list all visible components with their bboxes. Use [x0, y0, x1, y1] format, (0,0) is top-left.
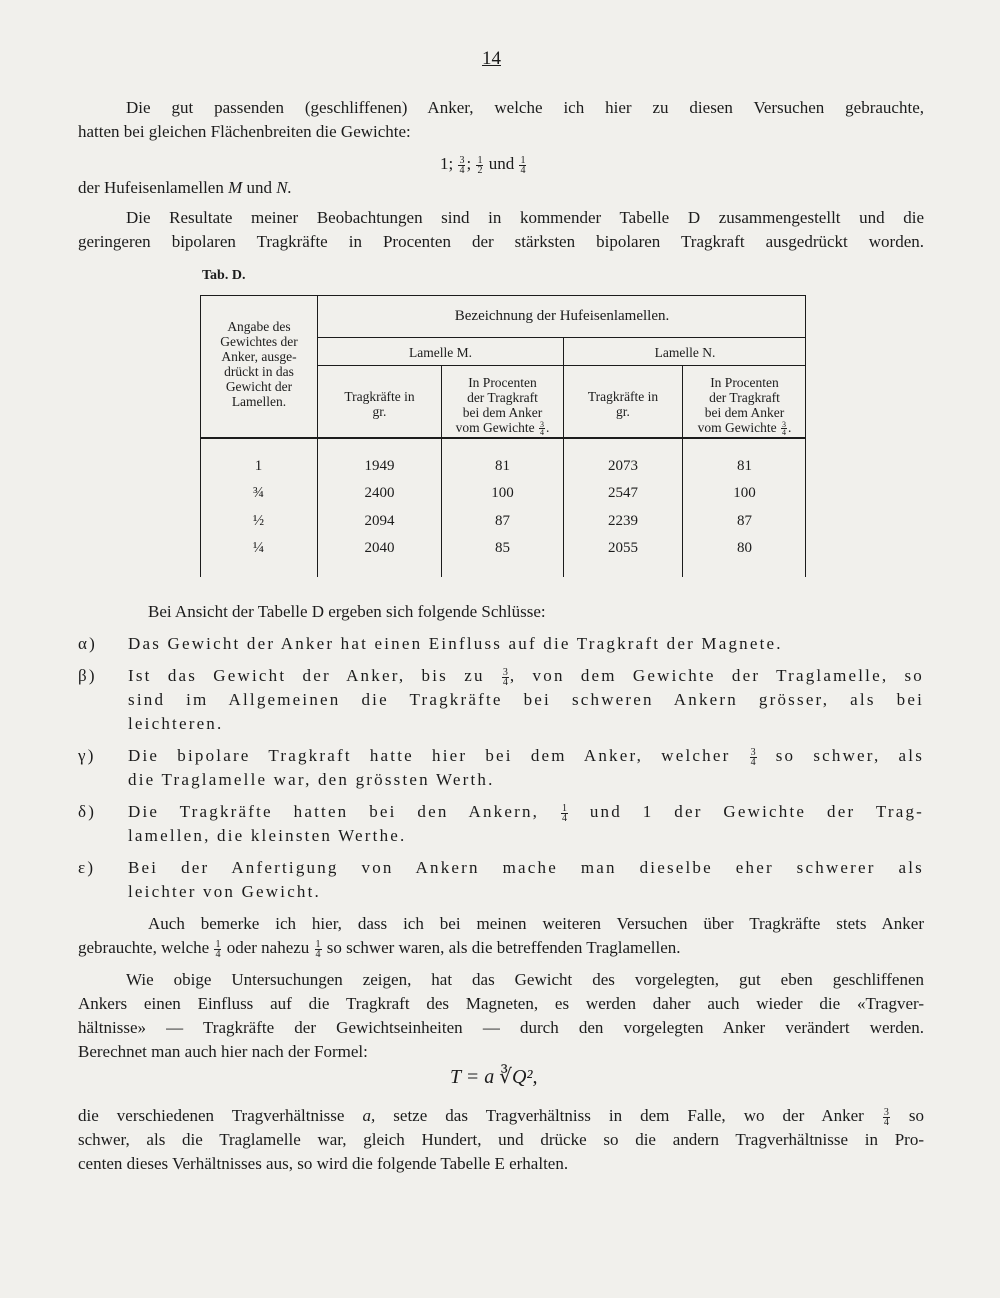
conclusion-b-line2: sind im Allgemeinen die Tragkräfte bei schweren Ankern grösser, als bei [128, 690, 924, 709]
p1-line4-text: der Hufeisenlamellen [78, 178, 224, 197]
fraction-half: $\frac{1}{2}$ [477, 154, 483, 176]
lamelle-n-symbol: N. [276, 178, 292, 197]
weights-und: und [488, 154, 515, 173]
conclusion-c-label: γ) [78, 746, 96, 765]
row1-n-gr: 2073 [608, 458, 638, 474]
row2-m-pct: 100 [491, 485, 514, 501]
row3-m-gr: 2094 [364, 513, 395, 529]
conclusion-a-label: α) [78, 634, 97, 653]
row2-n-gr: 2547 [608, 485, 638, 501]
p1-line4-und: und [246, 178, 273, 197]
conclusion-a-line1: Das Gewicht der Anker hat einen Einfluss auf die Tragkraft der Magnete. [128, 634, 783, 653]
p4-line2: Ankers einen Einfluss auf die Tragkraft des Magneten, es werden daher auch wieder die «Tragver- [78, 994, 924, 1013]
conclusions-intro: Bei Ansicht der Tabelle D ergeben sich folgende Schlüsse: [148, 602, 546, 621]
header-lamelle-n: Lamelle N. [654, 345, 716, 360]
fraction-three-quarters: $\frac{3}{4}$ [459, 154, 465, 176]
page-number: 14 [482, 48, 501, 69]
row1-n-pct: 81 [737, 458, 752, 474]
table-caption: Tab. D. [202, 268, 246, 283]
row3-weight: ½ [252, 513, 265, 529]
p4-line4: Berechnet man auch hier nach der Formel: [78, 1042, 368, 1061]
conclusion-b-line1: Ist das Gewicht der Anker, bis zu $\frac{3}{4}$ , von dem Gewichte der Traglamelle, so [128, 666, 925, 688]
conclusion-b-label: β) [78, 666, 97, 685]
p1-line2: hatten bei gleichen Flächenbreiten die Gewichte: [78, 122, 411, 141]
p4-line1: Wie obige Untersuchungen zeigen, hat das Gewicht des vorgelegten, gut eben geschliffenen [126, 970, 924, 989]
row1-weight: 1 [254, 458, 263, 474]
header-m-tragkraft: Tragkräfte in gr. [344, 389, 415, 419]
header-m-procent: In Procenten der Tragkraft bei dem Anker vom Gewichte $\frac{3}{4}$ . [455, 375, 550, 438]
p4-line3: hältnisse» — Tragkräfte der Gewichtseinheiten — durch den vorgelegten Anker verändert werden. [78, 1018, 924, 1037]
weights-list: 1; $\frac{3}{4}$ ; $\frac{1}{2}$ und $\frac{1}{4}$ [440, 154, 526, 176]
row4-m-gr: 2040 [364, 540, 395, 556]
conclusion-e-line1: Bei der Anfertigung von Ankern mache man dieselbe eher schwerer als [128, 858, 924, 877]
conclusion-c-line2: die Traglamelle war, den grössten Werth. [128, 770, 495, 789]
row4-weight: ¼ [252, 540, 265, 556]
p4-line6: schwer, als die Traglamelle war, gleich Hundert, und drücke so die andern Tragverhältnisse in Pro- [78, 1130, 924, 1149]
p3-line1: Auch bemerke ich hier, dass ich bei meinen weiteren Versuchen über Tragkräfte stets Anker [148, 914, 924, 933]
p4-line7: centen dieses Verhältnisses aus, so wird die folgende Tabelle E erhalten. [78, 1154, 569, 1173]
p4-line5: die verschiedenen Tragverhältnisse a, setze das Tragverhältniss in dem Falle, wo der Anker $\frac{3}{4}$ so [78, 1106, 925, 1128]
row2-n-pct: 100 [733, 485, 756, 501]
weight-one: 1; [440, 154, 454, 173]
lamelle-m-symbol: M [228, 178, 243, 197]
row4-m-pct: 85 [495, 540, 510, 556]
conclusion-d-line2: lamellen, die kleinsten Werthe. [128, 826, 407, 845]
row1-m-pct: 81 [495, 458, 510, 474]
p1-line4 [78, 176, 924, 200]
conclusion-d-label: δ) [78, 802, 97, 821]
p2-line1: Die Resultate meiner Beobachtungen sind in kommender Tabelle D zusammengestellt und die [126, 208, 924, 227]
fraction-quarter: $\frac{1}{4}$ [520, 154, 526, 176]
conclusion-b-line3: leichteren. [128, 714, 224, 733]
table-d [200, 295, 806, 577]
row2-m-gr: 2400 [364, 485, 395, 501]
p3-line2: gebrauchte, welche $\frac{1}{4}$ oder nahezu $\frac{1}{4}$ so schwer waren, als die betreffenden Traglamellen. [78, 938, 681, 960]
conclusion-e-line2: leichter von Gewicht. [128, 882, 322, 901]
formula: T = a ∛Q², [450, 1066, 538, 1088]
p1-line1: Die gut passenden (geschliffenen) Anker, welche ich hier zu diesen Versuchen gebrauchte, [126, 98, 924, 117]
header-lamelle-m: Lamelle M. [409, 345, 472, 360]
row4-n-pct: 80 [737, 540, 752, 556]
row3-n-gr: 2239 [608, 513, 638, 529]
row2-weight: ¾ [252, 485, 265, 501]
conclusion-c-line1: Die bipolare Tragkraft hatte hier bei dem Anker, welcher $\frac{3}{4}$ so schwer, als [128, 746, 925, 768]
row3-n-pct: 87 [737, 513, 752, 529]
row4-n-gr: 2055 [608, 540, 638, 556]
header-group: Bezeichnung der Hufeisenlamellen. [454, 308, 670, 324]
row3-m-pct: 87 [495, 513, 510, 529]
p2-line2: geringeren bipolaren Tragkräfte in Procenten der stärksten bipolaren Tragkraft ausgedrückt worden. [78, 232, 924, 251]
header-n-procent: In Procenten der Tragkraft bei dem Anker vom Gewichte $\frac{3}{4}$ . [697, 375, 792, 438]
conclusion-e-label: ε) [78, 858, 96, 877]
header-n-tragkraft: Tragkräfte in gr. [587, 389, 659, 419]
conclusion-d-line1: Die Tragkräfte hatten bei den Ankern, $\frac{1}{4}$ und 1 der Gewichte der Trag- [128, 802, 925, 824]
row1-m-gr: 1949 [364, 458, 395, 474]
header-weight-column: Angabe des Gewichtes der Anker, ausge- drückt in das Gewicht der Lamellen. [220, 319, 298, 409]
